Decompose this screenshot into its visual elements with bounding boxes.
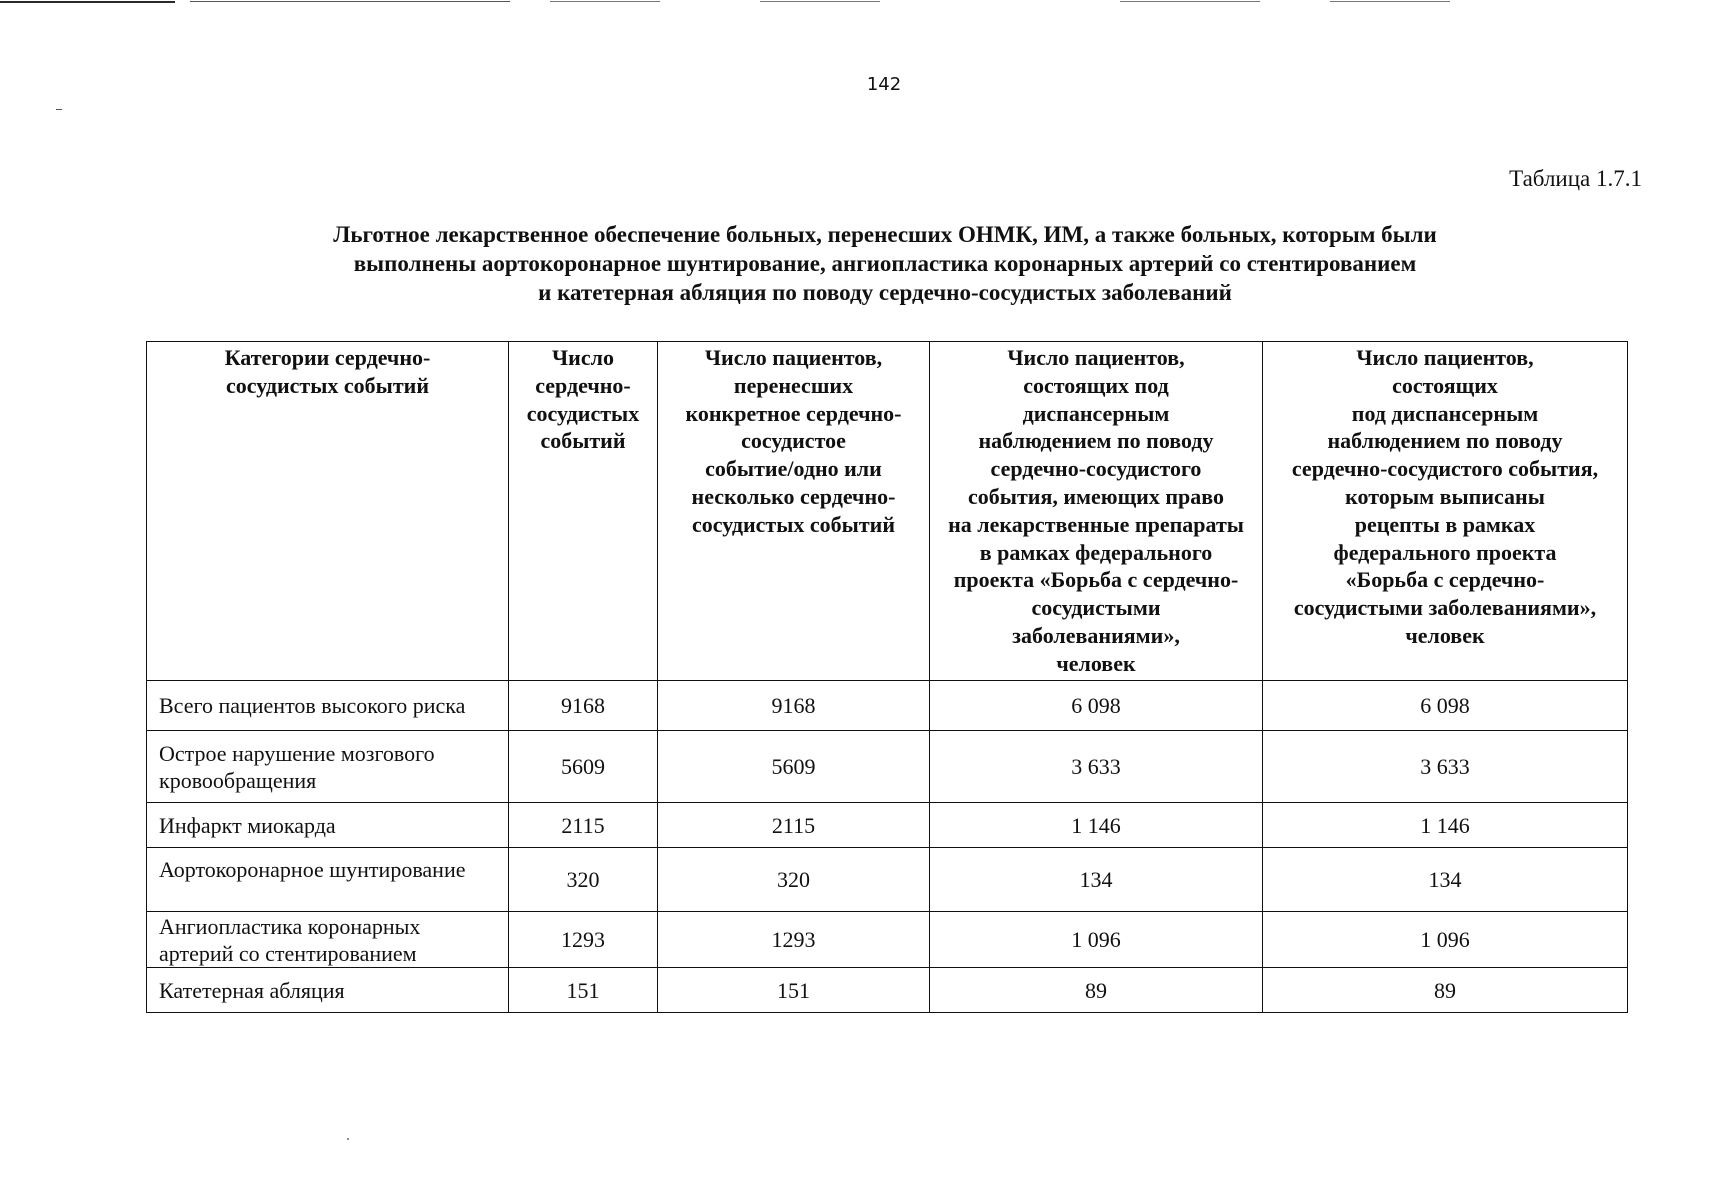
header-line: сосудистое: [741, 428, 846, 454]
table-cell: 1293: [658, 912, 930, 968]
table-cell: 1 096: [1263, 912, 1628, 968]
header-line: под диспансерным: [1351, 400, 1539, 426]
table-cell: 134: [930, 848, 1263, 912]
table-cell: 9168: [658, 681, 930, 731]
row-category-line: Аортокоронарное шунтирование: [159, 857, 466, 882]
row-category: [147, 681, 509, 731]
header-line: Число пациентов,: [1007, 345, 1185, 370]
table-cell: 134: [1263, 848, 1628, 912]
header-line: которым выписаны: [1345, 483, 1545, 509]
header-line: сердечно-: [535, 372, 631, 398]
header-line: федерального проекта: [1333, 539, 1557, 565]
header-category: [147, 342, 509, 681]
row-category-line: артерий со стентированием: [159, 940, 417, 966]
table-cell: 2115: [658, 803, 930, 848]
scan-edge-line: [550, 1, 660, 2]
scan-edge-line: [1330, 1, 1450, 2]
header-line: сосудистых событий: [225, 372, 429, 398]
header-line: Число пациентов,: [1356, 345, 1534, 370]
header-line: сосудистыми заболеваниями»,: [1293, 595, 1597, 621]
row-category: [147, 731, 509, 803]
header-patients-with-events: [658, 342, 930, 681]
table-cell: 1 146: [930, 803, 1263, 848]
header-line: несколько сердечно-: [691, 483, 896, 509]
header-patients-eligible: [930, 342, 1263, 681]
table-cell: 151: [658, 968, 930, 1013]
header-line: состоящих: [1392, 372, 1498, 398]
table-cell: 5609: [658, 731, 930, 803]
header-line: Число: [552, 345, 614, 370]
scan-mark: [56, 109, 62, 110]
header-line: человек: [1056, 650, 1136, 676]
header-line: человек: [1405, 622, 1485, 648]
row-category: [147, 848, 509, 912]
table-row: [147, 731, 1628, 803]
scan-edge-line: [760, 1, 880, 2]
table-cell: 1293: [509, 912, 658, 968]
header-line: рецепты в рамках: [1354, 511, 1536, 537]
table-cell: 9168: [509, 681, 658, 731]
table-row: [147, 968, 1628, 1013]
header-line: конкретное сердечно-: [685, 400, 902, 426]
table-cell: 151: [509, 968, 658, 1013]
row-category: [147, 968, 509, 1013]
header-line: сосудистых: [526, 400, 640, 426]
table-title: [175, 220, 1595, 307]
header-line: в рамках федерального: [979, 539, 1213, 565]
table-cell: 3 633: [1263, 731, 1628, 803]
header-line: состоящих под: [1023, 372, 1169, 398]
data-table: [146, 341, 1628, 1013]
row-category-line: кровообращения: [159, 767, 317, 793]
table-cell: 89: [930, 968, 1263, 1013]
table-cell: 320: [658, 848, 930, 912]
scan-edge-line: [190, 1, 510, 2]
header-line: заболеваниями»,: [1012, 622, 1180, 648]
header-line: «Борьба с сердечно-: [1345, 567, 1545, 593]
scan-edge-line: [0, 1, 175, 3]
page-number: 142: [866, 74, 902, 95]
header-line: наблюдением по поводу: [978, 428, 1214, 454]
row-category-line: Острое нарушение мозгового: [159, 740, 435, 766]
table-cell: 89: [1263, 968, 1628, 1013]
row-category-line: Ангиопластика коронарных: [159, 913, 421, 939]
header-line: событие/одно или: [705, 456, 882, 482]
table-row: [147, 681, 1628, 731]
table-title-line: выполнены аортокоронарное шунтирование, ангиопластика коронарных артерий со стентированием: [353, 251, 1417, 276]
table-label: Таблица 1.7.1: [1509, 166, 1642, 191]
table-header-row: [147, 342, 1628, 681]
table-cell: 320: [509, 848, 658, 912]
header-line: на лекарственные препараты: [948, 511, 1244, 537]
table-row: [147, 848, 1628, 912]
header-line: события, имеющих право: [968, 483, 1224, 509]
row-category-line: Инфаркт миокарда: [159, 812, 336, 838]
table-cell: 6 098: [930, 681, 1263, 731]
header-patients-prescribed: [1263, 342, 1628, 681]
header-line: событий: [540, 428, 626, 454]
table-row: [147, 803, 1628, 848]
header-line: сосудистыми: [1031, 595, 1161, 621]
header-line: наблюдением по поводу: [1327, 428, 1563, 454]
row-category-line: Катетерная абляция: [159, 977, 345, 1003]
header-line: сердечно-сосудистого: [990, 456, 1202, 482]
table-cell: 1 096: [930, 912, 1263, 968]
header-line: Число пациентов,: [704, 345, 883, 370]
header-line: перенесших: [733, 372, 854, 398]
header-line: Категории сердечно-: [224, 345, 431, 370]
header-line: проекта «Борьба с сердечно-: [953, 567, 1239, 593]
row-category-line: Всего пациентов высокого риска: [159, 693, 466, 718]
header-line: сосудистых событий: [691, 511, 895, 537]
header-line: диспансерным: [1022, 400, 1170, 426]
table-cell: 6 098: [1263, 681, 1628, 731]
table-row: [147, 912, 1628, 968]
scan-mark: [347, 1138, 349, 1140]
header-event-count: [509, 342, 658, 681]
table-cell: 1 146: [1263, 803, 1628, 848]
row-category: [147, 803, 509, 848]
table-cell: 5609: [509, 731, 658, 803]
table-cell: 3 633: [930, 731, 1263, 803]
table-cell: 2115: [509, 803, 658, 848]
header-line: сердечно-сосудистого события,: [1291, 456, 1599, 482]
table-title-line: Льготное лекарственное обеспечение больных, перенесших ОНМК, ИМ, а также больных, которым были: [333, 222, 1437, 247]
row-category: [147, 912, 509, 968]
scan-edge-line: [1120, 1, 1260, 2]
table-title-line: и катетерная абляция по поводу сердечно-сосудистых заболеваний: [538, 280, 1232, 305]
